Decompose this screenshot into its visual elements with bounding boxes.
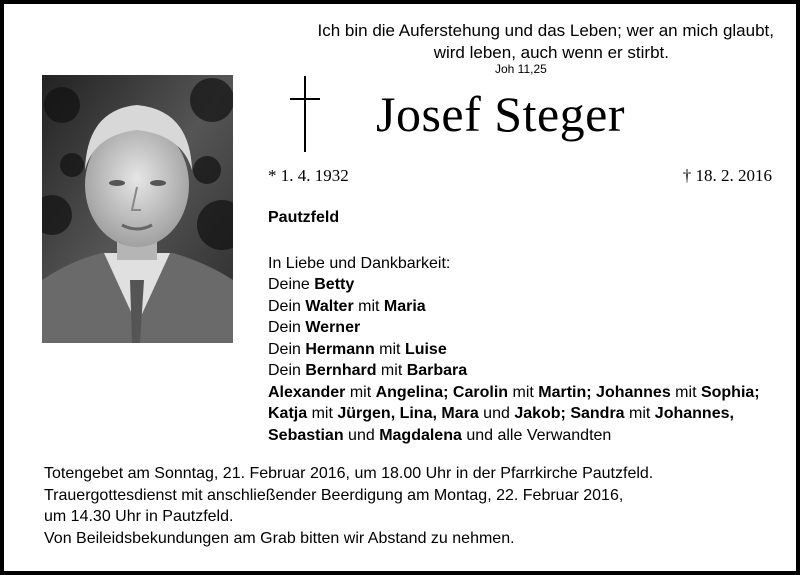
- place: Pautzfeld: [268, 209, 340, 226]
- death-date: [683, 166, 772, 186]
- mourner-name: Barbara: [406, 362, 468, 379]
- mourner-name: Sophia;: [700, 383, 760, 401]
- mourner-text: Dein: [268, 362, 306, 379]
- mourner-text: Deine: [268, 276, 315, 293]
- verse-reference: Joh 11,25: [495, 62, 547, 76]
- cross-icon: [286, 76, 326, 152]
- service-info-line: Totengebet am Sonntag, 21. Februar 2016, um 18.00 Uhr in der Pfarrkirche Pautzfeld.: [44, 465, 654, 482]
- mourner-line: [268, 403, 760, 425]
- service-info-line: Von Beileidsbekundungen am Grab bitten wir Abstand zu nehmen.: [44, 529, 515, 547]
- mourner-name: Sebastian: [268, 426, 344, 444]
- service-info-line: Trauergottesdienst mit anschließender Beerdigung am Montag, 22. Februar 2016,: [44, 486, 624, 504]
- mourners-intro: In Liebe und Dankbarkeit:: [268, 255, 451, 272]
- mourner-line: [268, 360, 760, 382]
- mourner-text: Dein: [268, 297, 306, 315]
- deceased-name: Josef Steger: [376, 86, 625, 142]
- mourner-line: [268, 382, 760, 404]
- mourner-text: mit: [374, 340, 405, 358]
- mourner-text: mit: [624, 405, 655, 422]
- mourners-list: [268, 274, 760, 446]
- mourner-name: Angelina; Carolin: [375, 383, 509, 401]
- mourner-line: [268, 339, 760, 361]
- service-info: [44, 463, 653, 549]
- verse-line-2: wird leben, auch wenn er stirbt.: [433, 43, 669, 62]
- mourner-name: Werner: [305, 319, 361, 336]
- dagger-icon: †: [682, 166, 692, 185]
- mourner-name: Luise: [404, 340, 447, 358]
- mourner-name: Bernhard: [305, 362, 377, 379]
- mourner-line: [268, 296, 760, 318]
- mourner-text: Dein: [268, 319, 306, 336]
- mourner-name: Martin; Johannes: [538, 383, 671, 401]
- mourner-text: und alle Verwandten: [461, 426, 612, 444]
- mourner-name: Magdalena: [379, 426, 462, 444]
- mourner-text: mit: [376, 362, 407, 379]
- mourner-text: Dein: [268, 340, 306, 358]
- mourner-name: Hermann: [305, 340, 375, 358]
- mourner-text: mit: [307, 405, 338, 422]
- mourner-line: [268, 274, 760, 296]
- mourner-text: und: [478, 405, 515, 422]
- mourner-line: [268, 425, 760, 447]
- service-info-line: um 14.30 Uhr in Pautzfeld.: [44, 508, 234, 525]
- death-date-value: 18. 2. 2016: [695, 166, 772, 185]
- mourner-text: mit: [345, 383, 376, 401]
- mourner-text: mit: [353, 297, 384, 315]
- mourner-text: mit: [508, 383, 539, 401]
- portrait-photo: [42, 75, 233, 343]
- birth-date: * 1. 4. 1932: [268, 166, 349, 185]
- mourner-name: Betty: [314, 276, 355, 293]
- mourner-text: und: [343, 426, 380, 444]
- mourner-text: mit: [670, 383, 701, 401]
- verse-line-1: Ich bin die Auferstehung und das Leben; wer an mich glaubt,: [317, 21, 774, 40]
- mourner-name: Jakob; Sandra: [514, 405, 625, 422]
- mourner-name: Maria: [383, 297, 426, 315]
- mourner-line: [268, 317, 760, 339]
- mourner-name: Jürgen, Lina, Mara: [337, 405, 479, 422]
- mourner-name: Walter: [305, 297, 354, 315]
- mourner-name: Alexander: [268, 383, 346, 401]
- mourner-name: Katja: [268, 405, 308, 422]
- mourner-name: Johannes,: [654, 405, 734, 422]
